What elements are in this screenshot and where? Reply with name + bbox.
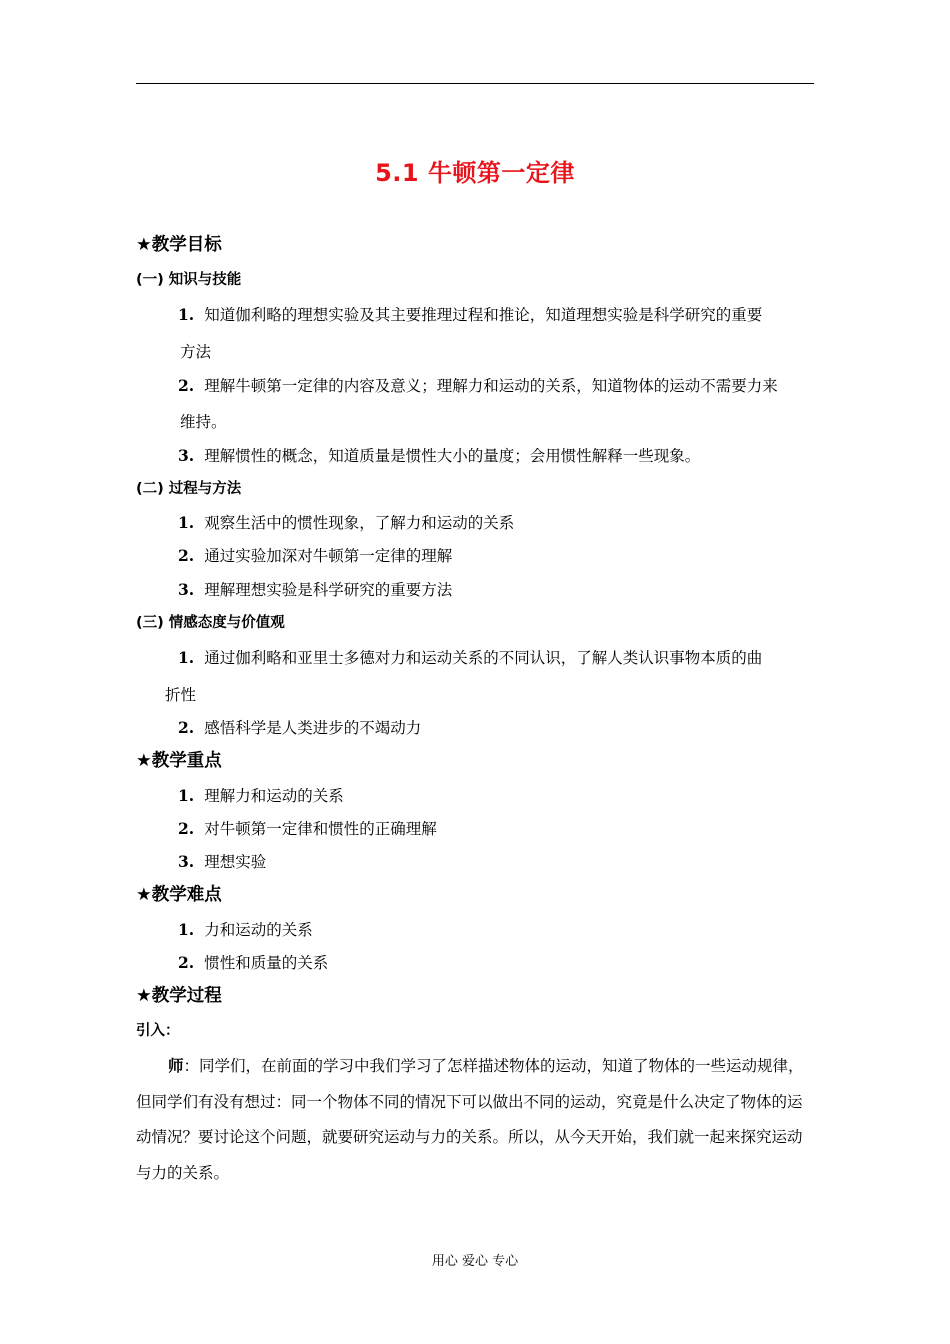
subheading-process: (二) 过程与方法 <box>136 481 242 497</box>
item-number: 3. <box>178 446 195 465</box>
item-text: 理解力和运动的关系 <box>204 787 344 805</box>
list-item <box>178 580 452 600</box>
intro-label: 引入： <box>136 1023 180 1039</box>
page-title: 5.1 牛顿第一定律 <box>375 159 575 187</box>
list-item <box>178 648 762 668</box>
item-number: 1. <box>178 786 195 805</box>
list-item-continuation: 方法 <box>180 343 212 361</box>
speaker-label: 师 <box>168 1056 184 1075</box>
item-number: 2. <box>178 546 195 565</box>
item-text: 感悟科学是人类进步的不竭动力 <box>204 719 422 737</box>
list-item <box>178 819 437 839</box>
item-number: 1. <box>178 305 195 324</box>
section-heading-process: ★教学过程 <box>136 986 222 1006</box>
item-text: 理想实验 <box>204 853 267 871</box>
list-item <box>178 852 266 872</box>
subheading-attitude: (三) 情感态度与价值观 <box>136 615 285 631</box>
list-item <box>178 953 328 973</box>
item-number: 2. <box>178 953 195 972</box>
item-number: 2. <box>178 718 195 737</box>
item-number: 2. <box>178 819 195 838</box>
item-number: 1. <box>178 513 195 532</box>
item-text: 理解惯性的概念，知道质量是惯性大小的量度；会用惯性解释一些现象。 <box>204 447 701 465</box>
item-text: 力和运动的关系 <box>204 921 313 939</box>
section-heading-key-points: ★教学重点 <box>136 751 222 771</box>
list-item-continuation: 折性 <box>165 686 197 704</box>
item-text: 观察生活中的惯性现象，了解力和运动的关系 <box>204 514 515 532</box>
item-text: 理解理想实验是科学研究的重要方法 <box>204 581 453 599</box>
item-text: 理解牛顿第一定律的内容及意义；理解力和运动的关系，知道物体的运动不需要力来 <box>204 377 778 395</box>
list-item <box>178 718 421 738</box>
item-number: 2. <box>178 376 195 395</box>
item-text: 惯性和质量的关系 <box>204 954 329 972</box>
list-item <box>178 305 762 325</box>
item-number: 3. <box>178 580 195 599</box>
page-footer: 用心 爱心 专心 <box>431 1254 519 1269</box>
list-item <box>178 446 700 466</box>
list-item <box>178 786 344 806</box>
section-heading-objectives: ★教学目标 <box>136 235 222 255</box>
paragraph-text: ：同学们，在前面的学习中我们学习了怎样描述物体的运动，知道了物体的一些运动规律，但同学们有没有想过：同一个物体不同的情况下可以做出不同的运动，究竟是什么决定了物体的运动情况？要讨论这个问题，就要研究运动与力的关系。所以，从今天开始，我们就一起来探究运动与力的关系。 <box>136 1057 804 1182</box>
list-item <box>178 513 514 533</box>
item-number: 1. <box>178 648 195 667</box>
section-heading-difficulties: ★教学难点 <box>136 885 222 905</box>
item-text: 对牛顿第一定律和惯性的正确理解 <box>204 820 437 838</box>
list-item <box>178 376 778 396</box>
item-text: 通过实验加深对牛顿第一定律的理解 <box>204 547 453 565</box>
intro-paragraph <box>136 1048 814 1191</box>
subheading-knowledge: (一) 知识与技能 <box>136 272 242 288</box>
item-text: 通过伽利略和亚里士多德对力和运动关系的不同认识，了解人类认识事物本质的曲 <box>204 649 763 667</box>
header-rule <box>136 83 814 84</box>
item-text: 知道伽利略的理想实验及其主要推理过程和推论，知道理想实验是科学研究的重要 <box>204 306 763 324</box>
list-item <box>178 920 313 940</box>
list-item-continuation: 维持。 <box>180 413 227 431</box>
list-item <box>178 546 452 566</box>
item-number: 3. <box>178 852 195 871</box>
item-number: 1. <box>178 920 195 939</box>
